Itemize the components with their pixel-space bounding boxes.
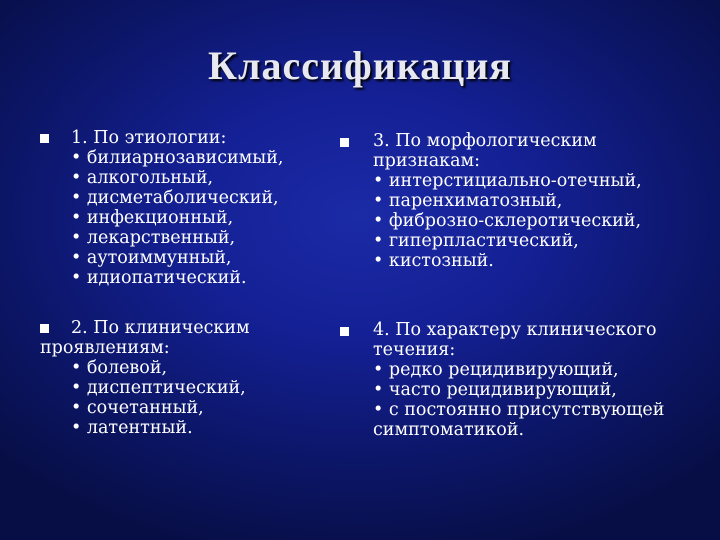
- list-item: • аутоиммунный,: [71, 248, 232, 268]
- list-item: • дисметаболический,: [71, 188, 279, 208]
- list-item: • билиарнозависимый,: [71, 148, 284, 168]
- block-heading: 1. По этиологии:: [71, 128, 227, 148]
- list-item: • гиперпластический,: [373, 231, 579, 251]
- item-list: [340, 360, 700, 440]
- classification-block-etiology: [40, 128, 283, 288]
- list-item: • с постоянно присутствующей симптоматикой.: [373, 400, 665, 440]
- square-bullet-icon: [40, 134, 49, 143]
- block-heading: 4. По характеру клинического течения:: [373, 320, 657, 360]
- list-item: • лекарственный,: [71, 228, 236, 248]
- list-item: • интерстициально-отечный,: [373, 171, 642, 191]
- list-item: • фиброзно-склеротический,: [373, 211, 642, 231]
- item-list: [340, 171, 690, 271]
- list-item: • часто рецидивирующий,: [373, 380, 617, 400]
- list-item: • инфекционный,: [71, 208, 234, 228]
- block-heading: 3. По морфологическим признакам:: [373, 131, 597, 171]
- list-item: • кистозный.: [373, 251, 494, 271]
- list-item: • латентный.: [71, 418, 193, 438]
- classification-block-course: [340, 320, 700, 440]
- list-item: • сочетанный,: [71, 398, 204, 418]
- item-list: [40, 148, 283, 288]
- item-list: [40, 358, 330, 438]
- list-item: • диспептический,: [71, 378, 246, 398]
- square-bullet-icon: [340, 138, 349, 147]
- block-heading: 2. По клиническим проявлениям:: [40, 318, 250, 358]
- list-item: • алкогольный,: [71, 168, 214, 188]
- list-item: • идиопатический.: [71, 268, 247, 288]
- list-item: • паренхиматозный,: [373, 191, 563, 211]
- square-bullet-icon: [40, 324, 49, 333]
- square-bullet-icon: [340, 327, 349, 336]
- list-item: • редко рецидивирующий,: [373, 360, 619, 380]
- classification-block-clinical: [40, 318, 330, 438]
- slide-title: Классификация: [208, 43, 512, 88]
- classification-block-morphology: [340, 131, 690, 271]
- list-item: • болевой,: [71, 358, 168, 378]
